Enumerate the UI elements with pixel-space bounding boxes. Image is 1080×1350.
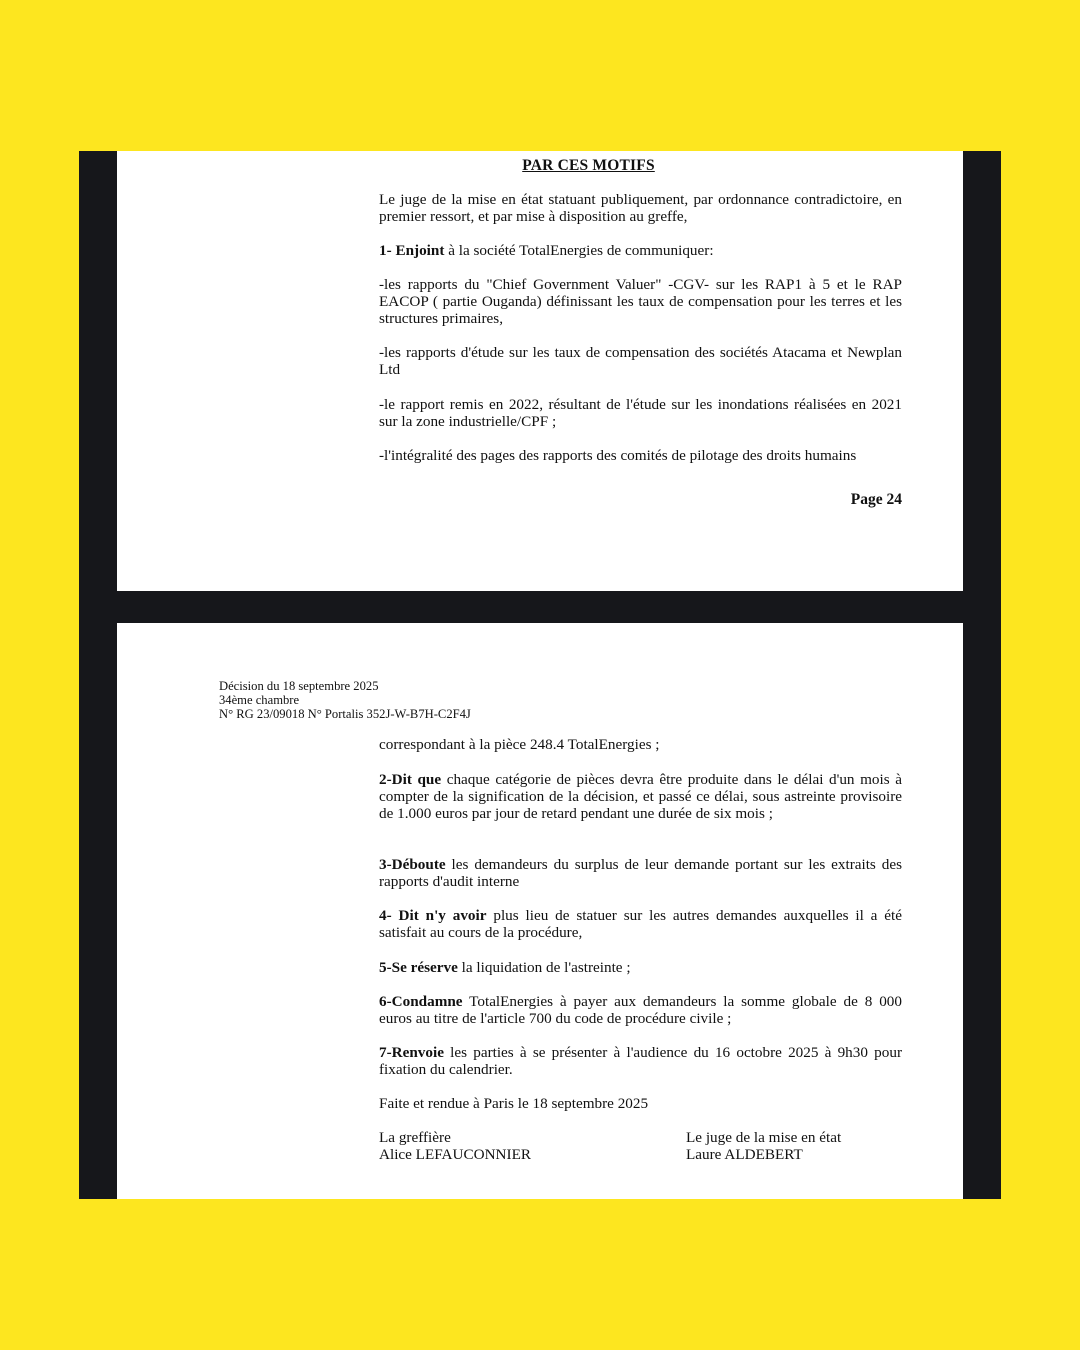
order-5-paragraph	[379, 959, 902, 976]
judge-role: Le juge de la mise en état	[686, 1129, 842, 1146]
chamber: 34ème chambre	[219, 693, 300, 707]
order-6-text: TotalEnergies à payer aux demandeurs la somme globale de 8 000 euros au titre de l'article 700 du code de procédure civile ;	[379, 993, 902, 1027]
order-4-text: plus lieu de statuer sur les autres demandes auxquelles il a été satisfait au cours de la procédure,	[379, 907, 902, 941]
order-3-text: les demandeurs du surplus de leur demande portant sur les extraits des rapports d'audit interne	[379, 856, 902, 890]
section-title: PAR CES MOTIFS	[522, 157, 655, 174]
order-7-paragraph	[379, 1044, 902, 1078]
closing-line: Faite et rendue à Paris le 18 septembre 2025	[379, 1095, 649, 1112]
order-1-paragraph	[379, 242, 902, 259]
order-1-item-3: -le rapport remis en 2022, résultant de l'étude sur les inondations réalisées en 2021 sur la zone industrielle/CPF ;	[379, 396, 902, 430]
clerk-role: La greffière	[379, 1129, 451, 1146]
continuation-paragraph: correspondant à la pièce 248.4 TotalEnergies ;	[379, 736, 660, 753]
page-number: Page 24	[850, 491, 902, 508]
order-1-label: 1- Enjoint	[379, 242, 445, 259]
order-6-paragraph	[379, 993, 902, 1027]
signature-judge	[686, 1129, 841, 1163]
order-6-label: 6-Condamne	[379, 993, 463, 1010]
order-4-label: 4- Dit n'y avoir	[379, 907, 487, 924]
case-number: N° RG 23/09018 N° Portalis 352J-W-B7H-C2F4J	[219, 707, 471, 721]
order-2-label: 2-Dit que	[379, 771, 442, 788]
order-4-paragraph	[379, 907, 902, 941]
judge-name: Laure ALDEBERT	[686, 1146, 803, 1163]
decision-header	[219, 679, 471, 721]
document-page-24	[117, 151, 963, 591]
order-7-text: les parties à se présenter à l'audience du 16 octobre 2025 à 9h30 pour fixation du calendrier.	[379, 1044, 902, 1078]
order-7-label: 7-Renvoie	[379, 1044, 444, 1061]
order-1-text: à la société TotalEnergies de communiquer:	[444, 242, 714, 259]
order-1-item-2: -les rapports d'étude sur les taux de compensation des sociétés Atacama et Newplan Ltd	[379, 344, 902, 378]
order-2-text: chaque catégorie de pièces devra être produite dans le délai d'un mois à compter de la signification de la décision, et passé ce délai, sous astreinte provisoire de 1.000 euros par jour de retard pendant une durée de six mois ;	[379, 771, 902, 822]
order-2-paragraph	[379, 771, 902, 822]
clerk-name: Alice LEFAUCONNIER	[379, 1146, 531, 1163]
order-1-item-1: -les rapports du "Chief Government Valuer" -CGV- sur les RAP1 à 5 et le RAP EACOP ( partie Ouganda) définissant les taux de compensation pour les terres et les structures primaires,	[379, 276, 902, 327]
signature-clerk	[379, 1129, 531, 1163]
intro-paragraph: Le juge de la mise en état statuant publiquement, par ordonnance contradictoire, en premier ressort, et par mise à disposition au greffe,	[379, 191, 902, 225]
document-frame	[79, 151, 1001, 1199]
order-1-item-4: -l'intégralité des pages des rapports des comités de pilotage des droits humains	[379, 447, 857, 464]
document-page-25	[117, 623, 963, 1199]
order-3-paragraph	[379, 856, 902, 890]
decision-date: Décision du 18 septembre 2025	[219, 679, 379, 693]
order-3-label: 3-Déboute	[379, 856, 446, 873]
order-5-text: la liquidation de l'astreinte ;	[457, 959, 631, 976]
order-5-label: 5-Se réserve	[379, 959, 458, 976]
